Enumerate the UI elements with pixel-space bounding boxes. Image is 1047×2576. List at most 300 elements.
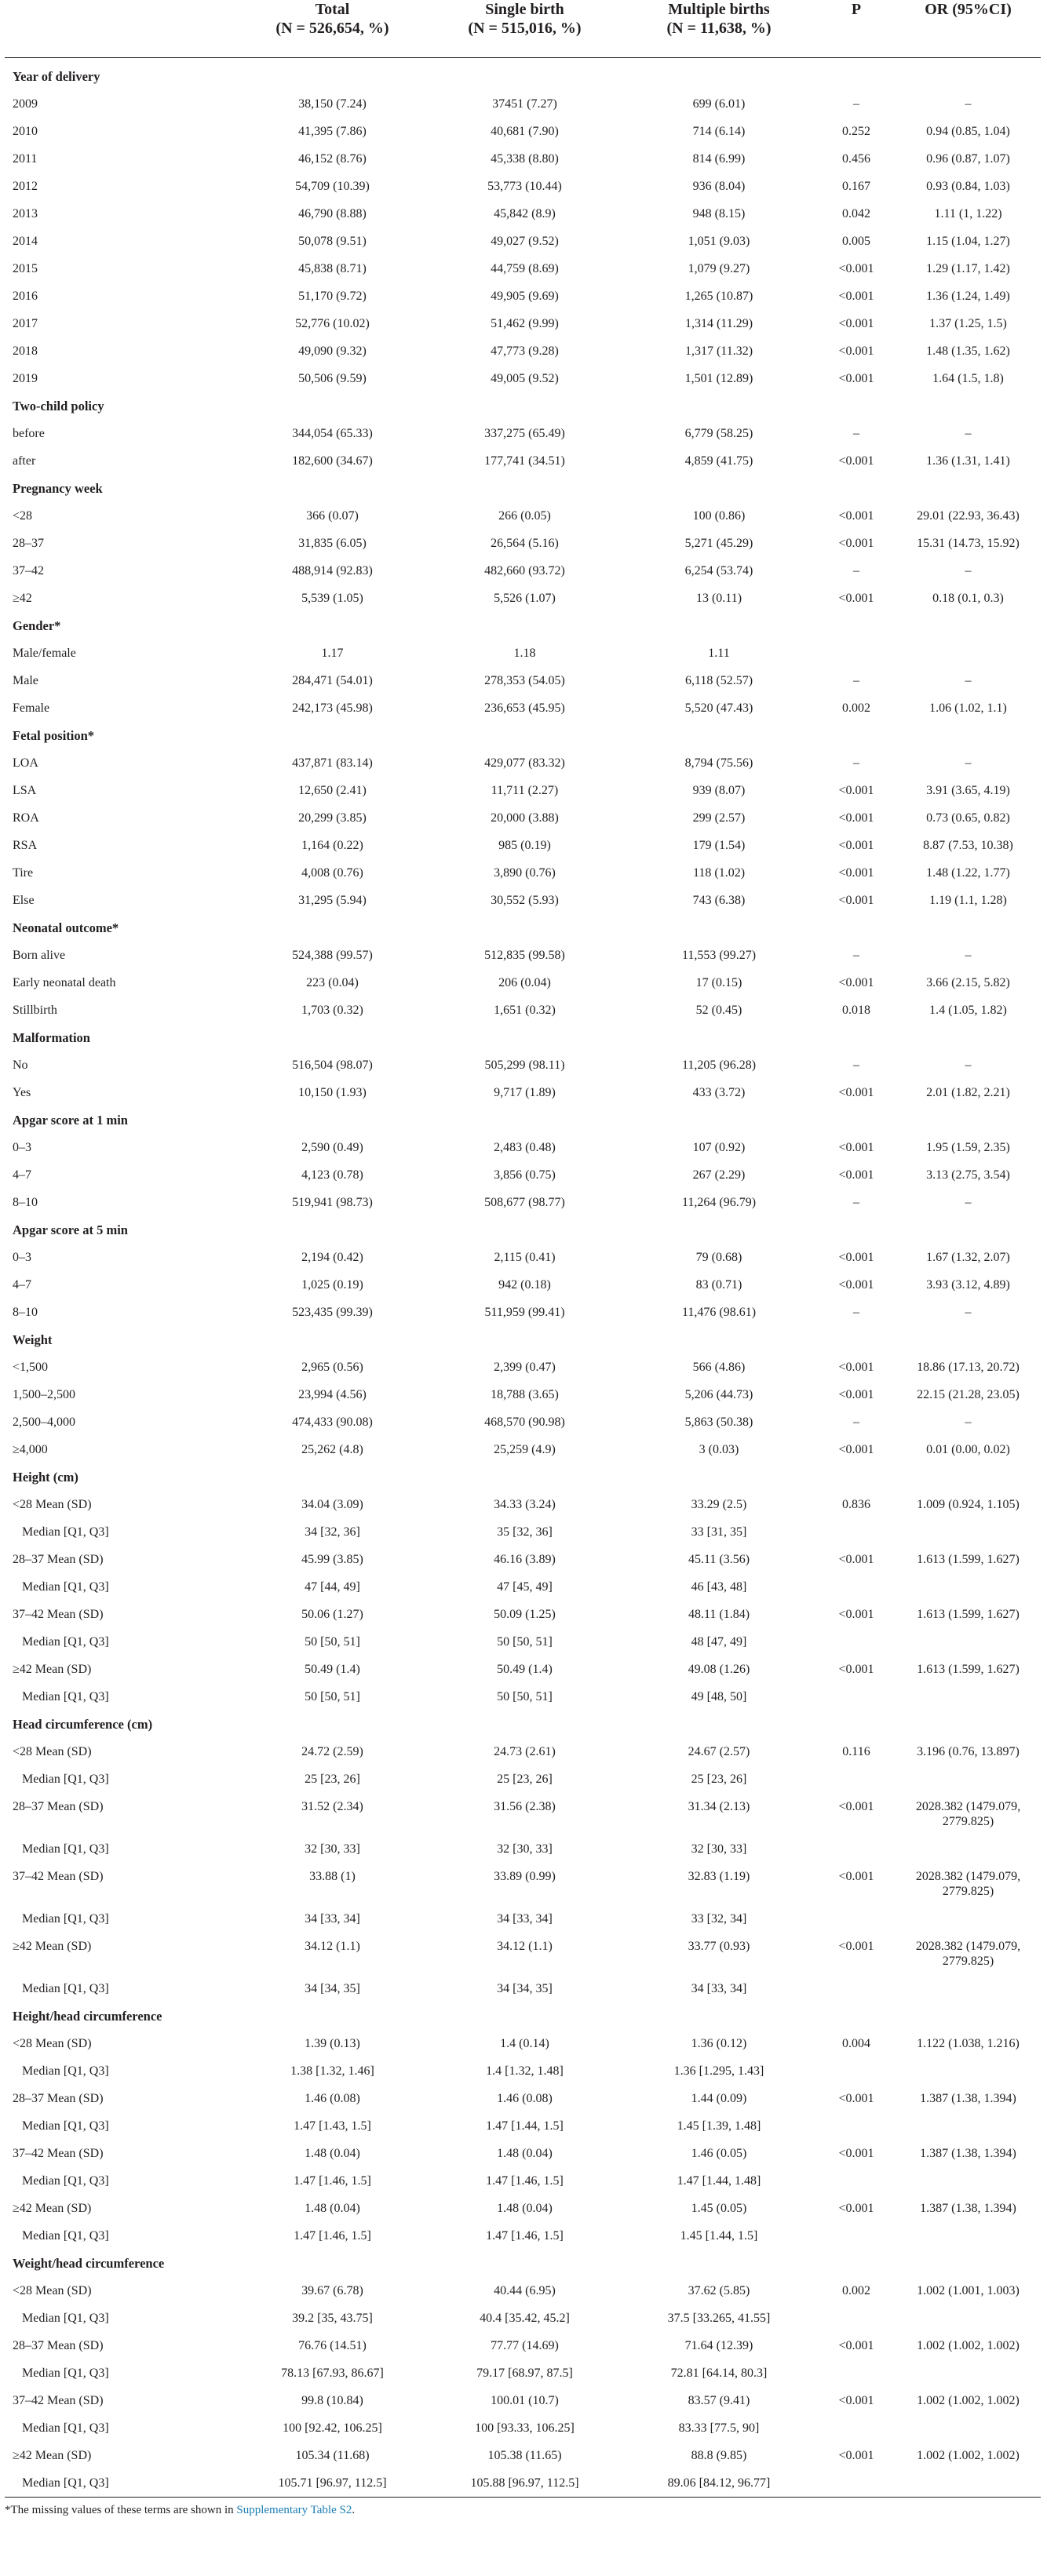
p-value-cell: – [853, 1058, 859, 1072]
row-label: ≥42 Mean (SD) [13, 2202, 92, 2215]
table-row [5, 1601, 1041, 1628]
row-label: 37–42 Mean (SD) [13, 2394, 104, 2407]
section-title: Apgar score at 1 min [13, 1113, 128, 1128]
total-cell: 39.2 [35, 43.75] [292, 2312, 373, 2325]
multiple-births-cell: 49 [48, 50] [691, 1690, 747, 1703]
total-cell: 49,090 (9.32) [298, 344, 367, 358]
p-value-cell: 0.252 [842, 125, 870, 138]
total-cell: 1.48 (0.04) [305, 2147, 360, 2160]
section-header-row [5, 1326, 1041, 1354]
odds-ratio-cell [896, 639, 1041, 667]
table-row [5, 1863, 1041, 1905]
total-cell: 1,703 (0.32) [301, 1004, 363, 1017]
odds-ratio-cell: 15.31 (14.73, 15.92) [917, 537, 1020, 550]
total-cell: 34 [32, 36] [305, 1525, 360, 1539]
row-label: Median [Q1, Q3] [22, 1842, 109, 1856]
multiple-births-cell: 37.62 (5.85) [688, 2284, 750, 2297]
section-title: Weight/head circumference [13, 2256, 165, 2271]
single-birth-cell: 1.48 (0.04) [497, 2147, 553, 2160]
total-cell: 25,262 (4.8) [301, 1443, 363, 1456]
row-label: 8–10 [13, 1306, 38, 1319]
single-birth-cell: 44,759 (8.69) [491, 262, 559, 275]
table-row [5, 1271, 1041, 1299]
section-title: Weight [13, 1332, 53, 1347]
row-label: 28–37 Mean (SD) [13, 1800, 104, 1813]
odds-ratio-cell: – [965, 674, 972, 687]
table-row [5, 1905, 1041, 1933]
p-value-cell: <0.001 [838, 1940, 874, 1953]
total-cell: 25 [23, 26] [305, 1773, 360, 1786]
table-row [5, 2305, 1041, 2332]
multiple-births-cell: 5,520 (47.43) [684, 701, 753, 715]
single-birth-cell: 5,526 (1.07) [494, 592, 556, 605]
row-label: ≥42 Mean (SD) [13, 1940, 92, 1953]
p-value-cell: 0.018 [842, 1004, 870, 1017]
p-value-cell: <0.001 [838, 290, 874, 303]
table-footnote [5, 2504, 1047, 2517]
row-label: Median [Q1, Q3] [22, 2064, 109, 2078]
odds-ratio-cell: 1.002 (1.002, 1.002) [917, 2339, 1020, 2352]
single-birth-cell: 206 (0.04) [498, 976, 551, 989]
table-row [5, 2277, 1041, 2305]
multiple-births-cell: 32 [30, 33] [691, 1842, 747, 1856]
multiple-births-cell: 46 [43, 48] [691, 1580, 747, 1594]
odds-ratio-cell [896, 2222, 1041, 2250]
multiple-births-cell: 1.44 (0.09) [691, 2092, 747, 2105]
odds-ratio-cell: 1.002 (1.002, 1.002) [917, 2394, 1020, 2407]
total-cell: 34 [34, 35] [305, 1982, 360, 1995]
total-cell: 100 [92.42, 106.25] [283, 2421, 382, 2435]
multiple-births-cell: 83.57 (9.41) [688, 2394, 750, 2407]
row-label: RSA [13, 839, 38, 852]
p-value-cell: <0.001 [838, 1086, 874, 1099]
p-value-cell: <0.001 [838, 2339, 874, 2352]
table-row [5, 1134, 1041, 1161]
single-birth-cell: 177,741 (34.51) [484, 454, 565, 468]
multiple-births-cell: 6,254 (53.74) [684, 564, 753, 578]
row-label: <28 Mean (SD) [13, 1498, 92, 1511]
multiple-births-cell: 45.11 (3.56) [688, 1553, 750, 1566]
odds-ratio-cell: 18.86 (17.13, 20.72) [917, 1361, 1020, 1374]
odds-ratio-cell: 0.18 (0.1, 0.3) [932, 592, 1004, 605]
single-birth-cell: 45,338 (8.80) [491, 152, 559, 166]
section-header-row [5, 612, 1041, 639]
table-row [5, 1381, 1041, 1408]
total-cell: 105.34 (11.68) [295, 2449, 370, 2462]
total-cell: 4,008 (0.76) [301, 866, 363, 880]
table-row [5, 1244, 1041, 1271]
multiple-births-cell: 13 (0.11) [695, 592, 742, 605]
odds-ratio-cell: – [965, 1196, 972, 1209]
single-birth-cell: 49,905 (9.69) [491, 290, 559, 303]
odds-ratio-cell [896, 2414, 1041, 2442]
multiple-births-cell: 34 [33, 34] [691, 1982, 747, 1995]
odds-ratio-cell: 0.93 (0.84, 1.03) [926, 180, 1010, 193]
multiple-births-cell: 8,794 (75.56) [684, 756, 753, 770]
odds-ratio-cell [896, 2305, 1041, 2332]
p-value-cell: <0.001 [838, 592, 874, 605]
section-title: Height/head circumference [13, 2009, 162, 2024]
section-title: Height (cm) [13, 1470, 78, 1485]
row-label: 0–3 [13, 1251, 31, 1264]
section-title: Neonatal outcome* [13, 920, 119, 935]
total-cell: 524,388 (99.57) [292, 949, 373, 962]
table-row [5, 1161, 1041, 1189]
odds-ratio-cell: – [965, 949, 972, 962]
odds-ratio-cell: – [965, 756, 972, 770]
single-birth-cell: 37451 (7.27) [492, 97, 557, 111]
odds-ratio-cell [896, 1835, 1041, 1863]
total-cell: 38,150 (7.24) [298, 97, 367, 111]
table-row [5, 2414, 1041, 2442]
row-label: No [13, 1058, 28, 1072]
p-value-cell: <0.001 [838, 1553, 874, 1566]
total-cell: 23,994 (4.56) [298, 1388, 367, 1401]
odds-ratio-cell: – [965, 1306, 972, 1319]
table-row [5, 1628, 1041, 1656]
total-cell: 223 (0.04) [306, 976, 359, 989]
row-label: ≥42 Mean (SD) [13, 2449, 92, 2462]
odds-ratio-cell: 1.002 (1.001, 1.003) [917, 2284, 1020, 2297]
p-value-cell: 0.456 [842, 152, 870, 166]
total-cell: 99.8 (10.84) [301, 2394, 363, 2407]
total-cell: 45.99 (3.85) [301, 1553, 363, 1566]
row-label: 4–7 [13, 1168, 31, 1182]
multiple-births-cell: 5,271 (45.29) [684, 537, 753, 550]
section-title: Two-child policy [13, 399, 104, 414]
row-label: 2018 [13, 344, 38, 358]
row-label: ≥42 Mean (SD) [13, 1663, 92, 1676]
table-row [5, 832, 1041, 859]
table-row [5, 337, 1041, 365]
multiple-births-cell: 89.06 [84.12, 96.77] [667, 2476, 771, 2490]
single-birth-cell: 337,275 (65.49) [484, 427, 565, 440]
total-cell: 2,590 (0.49) [301, 1141, 363, 1154]
single-birth-cell: 1.4 (0.14) [500, 2037, 549, 2050]
odds-ratio-cell: 1.15 (1.04, 1.27) [926, 235, 1010, 248]
odds-ratio-cell: – [965, 1058, 972, 1072]
row-label: Median [Q1, Q3] [22, 1912, 109, 1926]
p-value-cell: <0.001 [838, 2202, 874, 2215]
multiple-births-cell: 743 (6.38) [692, 894, 746, 907]
row-label: 4–7 [13, 1278, 31, 1292]
single-birth-cell: 9,717 (1.89) [494, 1086, 556, 1099]
row-label: before [13, 427, 45, 440]
total-cell: 1,164 (0.22) [301, 839, 363, 852]
table-row [5, 530, 1041, 557]
total-cell: 523,435 (99.39) [292, 1306, 373, 1319]
multiple-births-cell: 6,779 (58.25) [684, 427, 753, 440]
row-label: <28 Mean (SD) [13, 2037, 92, 2050]
total-cell: 31,835 (6.05) [298, 537, 367, 550]
multiple-births-cell: 1,314 (11.29) [684, 317, 753, 330]
total-cell: 33.88 (1) [309, 1870, 356, 1883]
table-header [5, 0, 1041, 58]
multiple-births-cell: 71.64 (12.39) [684, 2339, 753, 2352]
total-cell: 4,123 (0.78) [301, 1168, 363, 1182]
p-value-cell [817, 1975, 896, 2002]
odds-ratio-cell: 1.613 (1.599, 1.627) [917, 1553, 1020, 1566]
odds-ratio-cell: 1.387 (1.38, 1.394) [920, 2147, 1016, 2160]
odds-ratio-cell: 3.91 (3.65, 4.19) [926, 784, 1010, 797]
table-row [5, 2469, 1041, 2497]
p-value-cell: 0.116 [842, 1745, 870, 1758]
multiple-births-cell: 52 (0.45) [695, 1004, 742, 1017]
multiple-births-cell: 1,051 (9.03) [688, 235, 750, 248]
p-value-cell: – [853, 1196, 859, 1209]
total-cell: 366 (0.07) [306, 509, 359, 523]
table-row [5, 639, 1041, 667]
row-label: 2015 [13, 262, 38, 275]
total-cell: 1.39 (0.13) [305, 2037, 360, 2050]
p-value-cell: – [853, 564, 859, 578]
table-row [5, 1491, 1041, 1518]
single-birth-cell: 508,677 (98.77) [484, 1196, 565, 1209]
single-birth-cell: 51,462 (9.99) [491, 317, 559, 330]
multiple-births-cell: 100 (0.86) [692, 509, 746, 523]
p-value-cell [817, 639, 896, 667]
table-row [5, 2057, 1041, 2085]
multiple-births-cell: 88.8 (9.85) [691, 2449, 747, 2462]
p-value-cell: – [853, 1416, 859, 1429]
multiple-births-cell: 33.77 (0.93) [688, 1940, 750, 1953]
table-row [5, 145, 1041, 173]
row-label: 2019 [13, 372, 38, 385]
section-header-row [5, 1106, 1041, 1134]
table-row [5, 942, 1041, 969]
supplementary-table-link[interactable]: Supplementary Table S2 [236, 2504, 352, 2516]
total-cell: 31.52 (2.34) [301, 1800, 363, 1813]
total-cell: 31,295 (5.94) [298, 894, 367, 907]
odds-ratio-cell: 1.29 (1.17, 1.42) [926, 262, 1010, 275]
multiple-births-cell: 1.46 (0.05) [691, 2147, 747, 2160]
p-value-cell: <0.001 [838, 344, 874, 358]
total-cell: 46,152 (8.76) [298, 152, 367, 166]
p-value-cell: <0.001 [838, 262, 874, 275]
odds-ratio-cell [896, 1628, 1041, 1656]
odds-ratio-cell: 22.15 (21.28, 23.05) [917, 1388, 1020, 1401]
total-cell: 34.04 (3.09) [301, 1498, 363, 1511]
row-label: Early neonatal death [13, 976, 116, 989]
row-label: 37–42 [13, 564, 44, 578]
table-row [5, 859, 1041, 887]
odds-ratio-cell: 1.19 (1.1, 1.28) [929, 894, 1007, 907]
row-label: <28 [13, 509, 33, 523]
single-birth-cell: 49,005 (9.52) [491, 372, 559, 385]
data-table [5, 0, 1041, 2497]
single-birth-cell: 53,773 (10.44) [487, 180, 562, 193]
total-cell: 519,941 (98.73) [292, 1196, 373, 1209]
odds-ratio-cell: 1.122 (1.038, 1.216) [917, 2037, 1020, 2050]
odds-ratio-cell: 1.387 (1.38, 1.394) [920, 2202, 1016, 2215]
multiple-births-cell: 1.45 [1.44, 1.5] [680, 2229, 758, 2243]
header-p-value: P [817, 0, 896, 58]
single-birth-cell: 278,353 (54.05) [484, 674, 565, 687]
multiple-births-cell: 24.67 (2.57) [688, 1745, 750, 1758]
row-label: 37–42 Mean (SD) [13, 1870, 104, 1883]
single-birth-cell: 34 [33, 34] [497, 1912, 553, 1926]
table-row [5, 887, 1041, 914]
single-birth-cell: 2,399 (0.47) [494, 1361, 556, 1374]
odds-ratio-cell: 1.95 (1.59, 2.35) [926, 1141, 1010, 1154]
multiple-births-cell: 5,206 (44.73) [684, 1388, 753, 1401]
p-value-cell: <0.001 [838, 509, 874, 523]
single-birth-cell: 25 [23, 26] [497, 1773, 553, 1786]
odds-ratio-cell: 0.94 (0.85, 1.04) [926, 125, 1010, 138]
multiple-births-cell: 107 (0.92) [692, 1141, 746, 1154]
total-cell: 437,871 (83.14) [292, 756, 373, 770]
total-cell: 242,173 (45.98) [292, 701, 373, 715]
table-row [5, 1299, 1041, 1326]
section-title: Apgar score at 5 min [13, 1222, 128, 1237]
section-title: Fetal position* [13, 728, 95, 743]
multiple-births-cell: 1,265 (10.87) [684, 290, 753, 303]
p-value-cell: – [853, 1306, 859, 1319]
odds-ratio-cell: 8.87 (7.53, 10.38) [923, 839, 1013, 852]
single-birth-cell: 50.49 (1.4) [497, 1663, 553, 1676]
single-birth-cell: 47 [45, 49] [497, 1580, 553, 1594]
total-cell: 54,709 (10.39) [295, 180, 370, 193]
odds-ratio-cell: 1.36 (1.24, 1.49) [926, 290, 1010, 303]
total-cell: 50.49 (1.4) [305, 1663, 360, 1676]
p-value-cell: 0.167 [842, 180, 870, 193]
p-value-cell [817, 2414, 896, 2442]
row-label: 2016 [13, 290, 38, 303]
total-cell: 32 [30, 33] [305, 1842, 360, 1856]
odds-ratio-cell [896, 1518, 1041, 1546]
section-header-row [5, 1024, 1041, 1051]
multiple-births-cell: 79 (0.68) [695, 1251, 742, 1264]
multiple-births-cell: 267 (2.29) [692, 1168, 746, 1182]
section-title: Gender* [13, 618, 61, 633]
table-row [5, 1835, 1041, 1863]
row-label: ROA [13, 811, 39, 825]
single-birth-cell: 3,856 (0.75) [494, 1168, 556, 1182]
row-label: Median [Q1, Q3] [22, 1690, 109, 1703]
p-value-cell: – [853, 756, 859, 770]
total-cell: 105.71 [96.97, 112.5] [278, 2476, 387, 2490]
total-cell: 50,078 (9.51) [298, 235, 367, 248]
single-birth-cell: 40.44 (6.95) [494, 2284, 556, 2297]
p-value-cell [817, 1765, 896, 1793]
single-birth-cell: 24.73 (2.61) [494, 1745, 556, 1758]
row-label: Median [Q1, Q3] [22, 1982, 109, 1995]
table-row [5, 667, 1041, 694]
single-birth-cell: 20,000 (3.88) [491, 811, 559, 825]
total-cell: 516,504 (98.07) [292, 1058, 373, 1072]
p-value-cell: <0.001 [838, 784, 874, 797]
table-row [5, 585, 1041, 612]
odds-ratio-cell [896, 1573, 1041, 1601]
total-cell: 1.47 [1.46, 1.5] [294, 2229, 371, 2243]
multiple-births-cell: 939 (8.07) [692, 784, 746, 797]
single-birth-cell: 236,653 (45.95) [484, 701, 565, 715]
odds-ratio-cell: 29.01 (22.93, 36.43) [917, 509, 1020, 523]
p-value-cell: <0.001 [838, 2092, 874, 2105]
single-birth-cell: 482,660 (93.72) [484, 564, 565, 578]
footnote-text: *The missing values of these terms are shown in [5, 2504, 237, 2516]
multiple-births-cell: 83 (0.71) [695, 1278, 742, 1292]
row-label: 0–3 [13, 1141, 31, 1154]
section-header-row [5, 58, 1041, 91]
table-row [5, 173, 1041, 200]
total-cell: 2,965 (0.56) [301, 1361, 363, 1374]
odds-ratio-cell: 2028.382 (1479.079, 2779.825) [915, 1800, 1021, 1828]
odds-ratio-cell: 1.48 (1.22, 1.77) [926, 866, 1010, 880]
single-birth-cell: 30,552 (5.93) [491, 894, 559, 907]
row-label: Median [Q1, Q3] [22, 2312, 109, 2325]
header-label-column [5, 0, 236, 58]
p-value-cell: <0.001 [838, 811, 874, 825]
table-row [5, 1079, 1041, 1106]
table-row [5, 1933, 1041, 1975]
section-header-row [5, 1463, 1041, 1491]
multiple-births-cell: 179 (1.54) [692, 839, 746, 852]
total-cell: 76.76 (14.51) [298, 2339, 367, 2352]
table-row [5, 997, 1041, 1024]
p-value-cell: 0.005 [842, 235, 870, 248]
table-row [5, 2085, 1041, 2112]
multiple-births-cell: 118 (1.02) [692, 866, 746, 880]
table-bottom-rule [5, 2497, 1041, 2498]
single-birth-cell: 34.12 (1.1) [497, 1940, 553, 1953]
table-row [5, 557, 1041, 585]
single-birth-cell: 1.46 (0.08) [497, 2092, 553, 2105]
single-birth-cell: 35 [32, 36] [497, 1525, 553, 1539]
multiple-births-cell: 3 (0.03) [699, 1443, 739, 1456]
p-value-cell: <0.001 [838, 866, 874, 880]
multiple-births-cell: 31.34 (2.13) [688, 1800, 750, 1813]
p-value-cell [817, 2359, 896, 2387]
single-birth-cell: 3,890 (0.76) [494, 866, 556, 880]
table-row [5, 2332, 1041, 2359]
row-label: 2012 [13, 180, 38, 193]
row-label: Female [13, 701, 50, 715]
row-label: Stillbirth [13, 1004, 57, 1017]
p-value-cell: <0.001 [838, 1278, 874, 1292]
p-value-cell [817, 2469, 896, 2497]
p-value-cell [817, 1683, 896, 1711]
row-label: 28–37 Mean (SD) [13, 2339, 104, 2352]
multiple-births-cell: 17 (0.15) [695, 976, 742, 989]
multiple-births-cell: 1.45 [1.39, 1.48] [677, 2119, 761, 2133]
single-birth-cell: 1.47 [1.44, 1.5] [486, 2119, 564, 2133]
total-cell: 46,790 (8.88) [298, 207, 367, 220]
single-birth-cell: 79.17 [68.97, 87.5] [476, 2366, 573, 2380]
p-value-cell: <0.001 [838, 1251, 874, 1264]
row-label: 2011 [13, 152, 38, 166]
multiple-births-cell: 1,317 (11.32) [684, 344, 753, 358]
single-birth-cell: 1.18 [513, 647, 536, 660]
odds-ratio-cell: 1.11 (1, 1.22) [934, 207, 1002, 220]
total-cell: 20,299 (3.85) [298, 811, 367, 825]
section-header-row [5, 1216, 1041, 1244]
single-birth-cell: 11,711 (2.27) [491, 784, 559, 797]
single-birth-cell: 105.38 (11.65) [487, 2449, 562, 2462]
total-cell: 12,650 (2.41) [298, 784, 367, 797]
section-header-row [5, 2250, 1041, 2277]
p-value-cell [817, 2057, 896, 2085]
odds-ratio-cell: 1.48 (1.35, 1.62) [926, 344, 1010, 358]
row-label: 2010 [13, 125, 38, 138]
single-birth-cell: 34 [34, 35] [497, 1982, 553, 1995]
row-label: Yes [13, 1086, 31, 1099]
p-value-cell [817, 1573, 896, 1601]
single-birth-cell: 32 [30, 33] [497, 1842, 553, 1856]
total-cell: 34 [33, 34] [305, 1912, 360, 1926]
row-label: after [13, 454, 36, 468]
section-header-row [5, 914, 1041, 942]
